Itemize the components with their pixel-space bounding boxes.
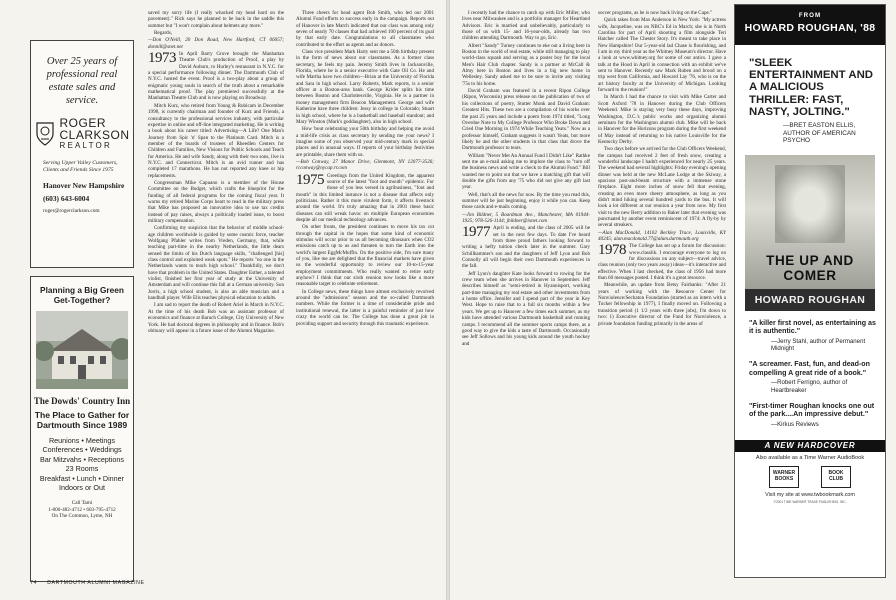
book-main-quote: "SLEEK ENTERTAINMENT AND A MALICIOUS THRILLER: FAST, NASTY, JOLTING." xyxy=(749,57,874,118)
realestate-ad[interactable] xyxy=(30,40,134,268)
ad-phone: (603) 643-6004 xyxy=(43,194,90,203)
paragraph: Regards, xyxy=(154,30,172,37)
paragraph: I am sad to report the death of Robert Ariel in March in N.Y.C. At the time of his death Bob was an assistant professor of economics and finance at Baruch College, City University of New York. He had doctoral degrees in philosophy and in finance. Bob's obituary will appear in a future issue of the Alumni Magazine. xyxy=(148,302,284,334)
review-quote: "A killer first novel, as entertaining as it is authentic." xyxy=(749,318,876,336)
text-column-4 xyxy=(598,10,726,588)
ad-serving: Serving Upper Valley Customers, Clients and Friends Since 1975 xyxy=(43,160,118,173)
paragraph: Jeff Lyon's daughter Kate looks forward to rowing for the crew team when she arrives in Hanover in September. Jeff describes himself as "semi-retired in Hyannisport, working part-time managing my real estate and other investments from a home office. Jennifer and I spend part of the year in Key West. Hope to raise that to a full six months within a few years. We get up to Hanover a few times each summer, as my kids have attended various Dartmouth basketball and running camps. I recommend all the summer sports camps there, as a good way to give the kids a taste of Dartmouth. Occasionally see Jeff Sollows and his young kids around the youth hockey and xyxy=(462,270,590,347)
inn-event: Conferences • Weddings xyxy=(42,445,122,455)
inn-event: 23 Rooms xyxy=(65,464,99,474)
book-main-attribution: —BRET EASTON ELLIS, AUTHOR OF AMERICAN PSYCHO xyxy=(783,122,856,145)
logo-line1: ROGER xyxy=(59,116,106,130)
paragraph: Meanwhile, an update from Betsy Fairbanks: "After 21 years of working with the Resource Center for Nonviolence/Sechaton Foundation (started as an intern with a Tucker fellowship in 1977), I finally moved on. Following a transition period (1 1/2 years with three jobs), I'm down to two: 1) Executive director of the Fund for Nonviolence, a private foundation funding primarily in the areas of xyxy=(598,282,726,327)
inn-question: Planning a Big Green Get-Together? xyxy=(40,285,124,305)
text-column-2 xyxy=(296,10,434,578)
realtor-logo xyxy=(31,117,133,150)
paragraph: Mitch Kurz, who retired from Young & Rubicam in December 1998, is currently chairman and founder of Kurz and Friends, a consultancy to the professional services industry, with particular expertise in online and off-line integrated marketing. He is writing a book about his career titled: Advertising—A Life? One Man's Journey from Spic 'n' Span to the Platinum Card. Mitch is a member of the boards of trustees of Rheedlen Centers for Children and Families, New Visions for Public Schools and Teach for America. He and wife Sandy, along with their two sons, live in N.Y.C. and Connecticut. Mitch is an avid runner and has completed 17 marathons. He has not reported any knee or hip replacements. xyxy=(148,102,284,179)
paragraph: Three cheers for head agent Bob Smith, who led our 2001 Alumni Fund efforts to success early in the campaign. Reports out of Hanover in late March indicated that our class was among only seven of nearly 70 classes that had achieved 100 percent of its goal by that early date. Congratulations to all classmates who contributed to the effort as agents and as donors. xyxy=(296,10,434,48)
paragraph: saved my sorry life (I really whacked my head hard on the pavement)." Rick says he planned to be back in the saddle this summer but "I won't complain about helmets any more." xyxy=(148,10,284,29)
paragraph: Albert "Sandy" Turney continues to eke out a living here in Boston in the world of real estate, while still managing to play world-class squash and serving as a poster boy for the local Men's Hair Club chapter. Sandy is a partner at McCall & Almy here in Boston and lives in a big new home in Wellesley. Sandy asked me to be sure to invite any visiting '75s to his home. xyxy=(462,42,590,87)
inn-contact-name: Call Tami xyxy=(71,500,93,507)
ad-tagline: Over 25 years of professional real estate sales and service. xyxy=(46,56,118,106)
logo-line2: CLARKSON xyxy=(59,128,130,142)
paragraph: I recently had the chance to catch up with Eric Miller, who lives near Milwaukee and is a portfolio manager for Heartland Advisors. Eric is married and unbelievably, particularly to those of us with 15- and 16-year-olds, already has two children attending Dartmouth. Way to go, Eric. xyxy=(462,10,590,42)
book-from-label: FROM xyxy=(798,12,822,19)
signature: —Alan MacDonald, 14102 Beckley Trace, Louisville, KY 40245; alan.macdonald.77@alum.dartmouth.org xyxy=(598,229,726,243)
paragraph: Greetings from the United Kingdom, the apparent source of the latest "foot and mouth" epidemic. For those of you less versed in agribusiness, "foot and mouth" in this limited instance is not a disease that affects only politicians. Rather it this more virulent form, it affects livestock around the world. It's truly amazing that in 2001 these basic diseases can still wreak havoc on multiple European economies despite all our medical technology advances. xyxy=(296,172,434,223)
ad-location: Hanover New Hampshire xyxy=(43,181,125,190)
inn-contact-phones: 1-800-482-4712 • 603-795-4712 xyxy=(48,506,116,513)
book-ad[interactable] xyxy=(734,4,886,578)
inn-event: Bar Mitzvahs • Receptions xyxy=(39,454,124,464)
paragraph: April is ending, and the class of 2005 will be set in the next few days. To date I've heard from three proud fathers looking forward to writing a hefty tuition check later in the summer. Gary Schillhammer's son and the daughters of Jeff Lyon and Bob Connolly all will begin their own Dartmouth experiences in the fall. xyxy=(462,225,590,270)
paragraph: Class vice president Mark Harty sent me a 50th birthday present in the form of news about our classmates. As a former class secretary, he feels my pain. Jeremy Smith lives in Jacksonville, Florida, where he is a senior executive with Gate Oil Co. He and wife Martha have two children—Brian at the University of Florida and Sara in high school. Larry Roberts, Mark reports, is a senior officer at a Boston-area bank. George Krider splits his time between Boston and Charlottesville, Virginia. He is a partner in money management firm Beacon Management. George and wife Katherine have three children: Jessy in college in Colorado; Stuart in high school, where he is a basketball and baseball standout; and Mary Winston (Mark's goddaughter), also in high school. xyxy=(296,49,434,125)
inn-ad[interactable] xyxy=(30,276,134,582)
paragraph: William "Never Met An Annual Fund I Didn't Like" Rathke sent me an e-mail asking me to implore the class to "turn off the business news and write a check to the Alumni Fund." Bill wanted me to point out that we have a matching gift that will double the gifts from any '75 who did not give any gift last year. xyxy=(462,152,590,191)
inn-contact xyxy=(31,500,133,519)
inn-place: The Place to Gather for Dartmouth Since 1989 xyxy=(34,410,130,430)
signature: —Jim Bildner, 5 Boardman Ave., Manchester, MA 01944-1925; 978-526-1144; jbildner@ixnet.com xyxy=(462,211,590,224)
paragraph: In March I had the chance to visit with Mike Carter and Scott Axford '78 in Hanover during the Club Officers Weekend. Mike is staying very busy these days, improving Washington, D.C.'s public works and organizing alumni seminars for the Washington alumni club. Mike will be back in Hanover for the Horizons program during the first weekend of May instead of returning to his native Louisville for the Kentucky Derby. xyxy=(598,94,726,145)
paragraph: Two days before we arrived for the Club Officers Weekend, the campus had received 2 feet of fresh snow, creating a wonderful landscape I hadn't experienced for nearly 25 years. The weekend had several highlights: Friday evening's opening dinner was held at the new McLane Lodge at the Skiway, a spacious post-and-beam structure with a immense stone fireplace. Eight more inches of snow fell that evening, creating an even more cheery atmosphere, as long as you didn't mind hiking several hundred yards to the bus. It will look a lot different at our reunion a year from now. My first visit to the new Berry addition to Baker later that evening was punctuated by another event reminiscent of 1974: A fly-by by several streakers. xyxy=(598,146,726,229)
page-number: 74 xyxy=(30,580,37,586)
paragraph: How 'bout celebrating your 50th birthday and helping me avoid a mid-life crisis as class secretary by sending me your news? I imagine some of you observed your mid-century mark in special places and in unusual ways. If reports of your birthday festivities are printable, share them with us. xyxy=(296,126,434,158)
review-attribution: —Kirkus Reviews xyxy=(771,420,819,428)
inn-contact-address: On The Common, Lyme, NH xyxy=(51,513,113,520)
class-year-heading: 1973 xyxy=(148,50,176,67)
paragraph: Quick takes from Max Anderson in New York: "My actress wife, Jacqueline, was on NBC's Ed in March; she is in North Carolina for part of April shooting a film alongside Teri Hatcher called The Chester Story. It's meant to take place in New Hampshire! Our 5-year-old lad Chase is flourishing, and I am in my third year as the Whitney Museum's director. Have a look at www.whitney.org for some of our antics. I gave a talk at the Hood in April in connection with an exhibit we've sent to Hanover. Recently saw Mark Ruben and brood on a trip west from California, and Howard Lay '76, who is on the art history faculty at the University of Michigan. Looking forward to the reunion!" xyxy=(598,17,726,94)
class-year-heading: 1977 xyxy=(462,224,490,241)
signature: —Bob Conway, 27 Manor Drive, Glenmont, NY 12077-3526; rcconway@nycap.rr.com xyxy=(296,158,434,172)
paragraph: Congressman Mike Capuano is a member of the House Committee on the Budget, which crafts the blueprint for the funding of all federal programs for the coming fiscal year. It warns my retired Marine Corps heart to read in the military press that Mike has proposed an innovative idea to use tax credits instead of pay raises, always a politically loaded issue, to boost military compensation. xyxy=(148,179,284,224)
book-club-logo: BOOK CLUB xyxy=(821,466,851,488)
magazine-title: DARTMOUTH ALUMNI MAGAZINE xyxy=(47,580,145,586)
inn-event: Indoors or Out xyxy=(59,483,105,493)
copyright-fineprint: ©2001 TIME WARNER TRADE PUBLISHING, INC. xyxy=(773,500,847,505)
review-quote: "First-timer Roughan knocks one out of the park....An impressive debut." xyxy=(749,402,875,419)
inn-event: Breakfast • Lunch • Dinner xyxy=(39,473,125,483)
new-hardcover-banner: A NEW HARDCOVER xyxy=(735,440,885,452)
crest-icon xyxy=(34,121,56,147)
inn-event: Reunions • Meetings xyxy=(48,436,116,445)
inn-photo xyxy=(36,311,128,389)
inn-events xyxy=(31,436,133,492)
cover-illustration xyxy=(775,165,845,243)
text-column-1 xyxy=(148,10,284,578)
page-folio xyxy=(30,580,145,586)
review-attribution: —Robert Ferrigno, author of Heartbreaker xyxy=(771,379,848,394)
publisher-logos xyxy=(735,466,885,488)
class-year-heading: 1975 xyxy=(296,171,324,188)
ad-email[interactable]: roger@rogerclarkson.com xyxy=(43,208,100,214)
book-cover-title: THE UP AND COMER xyxy=(766,252,854,283)
class-year-heading: 1978 xyxy=(598,242,626,259)
paragraph: The College has set up a forum for discussion: www.classlik. I encourage everyone to log on for discussions on any subject—travel advice, class reunion (only two years away) ideas—it's interactive and effective. When I last checked, the class of 1956 had more than 60 messages posted. I think it's a great resource. xyxy=(598,243,726,282)
right-page xyxy=(450,0,896,600)
book-ad-header xyxy=(735,5,885,45)
warner-books-logo: WARNER BOOKS xyxy=(769,466,799,488)
paragraph: In April Barry Grove brought the Manhattan Theatre Club's production of Proof, a play by David Auburn, to Hurley's restaurant in N.Y.C. for a special performance following dinner. The Dartmouth Club of N.Y.C. hosted the event. Proof is a two-play about a group of enigmatic young souls in search of the truth about a remarkable mathematical proof. The play premiered successfully at the Manhattan Theatre Club and is now playing on Broadway. xyxy=(148,51,284,102)
left-page xyxy=(0,0,446,600)
review-attribution: —Jerry Stahl, author of Permanent Midnight xyxy=(771,337,866,353)
book-website[interactable]: Visit my site at www.twbookmark.com xyxy=(765,492,855,499)
inn-name: The Dowds' Country Inn xyxy=(33,396,131,406)
text-column-3 xyxy=(462,10,590,588)
book-cover-author: HOWARD ROUGHAN xyxy=(745,289,875,311)
review-quote: "A screamer. Fast, fun, and dead-on compelling A great ride of a book." xyxy=(749,360,870,377)
book-cover[interactable] xyxy=(745,155,875,311)
book-author-header: HOWARD ROUGHAN, '88 xyxy=(744,22,876,34)
paragraph: Well, that's all the news for now. By the time you read this, summer will be just beginning, enjoy it while you can. Keep those cards and e-mails coming. xyxy=(462,191,590,211)
logo-line3: REALTOR xyxy=(59,141,112,150)
paragraph: soccer programs, as he is now back living on the Cape." xyxy=(598,10,713,16)
paragraph: In College news, these things have almost exclusively revolved around the "admissions" season and the so-called Dartmouth numbers. While the former is a time of considerable pride and institutional renewal, the latter is a painful reminder of just how crazy the world can be. The College has done a great job in providing support and security through this traumatic experience. xyxy=(296,288,434,327)
paragraph: David Graham was featured in a recent Ripon College (Ripon, Wisconsin) press release on the publication of two of his collections of poetry, Stutter Monk and David Graham: Greatest Hits. These two are a compilation of his works over the past 25 years and include a poem from 1974 titled, "Long Overdue Note to My College Professor Who Broke Down and Cried One Morning in 1974 While Teaching Yeats." Now as a professor himself, Graham suggests it wasn't Yeats, but more likely he and the other students in that class that drove the Dartmouth professor to tears. xyxy=(462,88,590,152)
paragraph: On other fronts, the president continues to move his tax cut through the capital in the hopes that some kind of economic stimulus will occur prior to us all becoming dinosaurs when CO2 emissions catch up to us and threaten to turn the Earth into the world's largest EggMcMuffin. On the positive side, I'm sure many of you, like me are delighted that the financial markets have given us the wonderful opportunity to review our 10-to-15-year employment commitments. Who really wanted to retire early anyhow? I think that our sixth reunion now looks like a more reasonable target to celebrate retirement. xyxy=(296,224,434,288)
signature: —Don O'Neill, 20 Don Road, New Hartford, CT 06057; donnill@snet.net xyxy=(148,37,284,50)
paragraph: Confirming my suspicion that the behavior of middle school-age children worldwide is guided by some cosmic force, teacher Wolfgang Pfahler writes from Vreden, Germany, that, while teaching part-time in the nearby Netherlands, the little dears sensed the limits of his Dutch language skills, "challenged [his] class control and exploited weak spots." He reports "no one in the Netherlands wants to teach high school." Thankfully, we don't have that problem in the United States. Daughter Esther, a talented violist, finished her first year of study at the University of Amsterdam and will continue this fall at a German university. Son Jorris, a high school student, is also an able musician and a handball player. Wife Elis teaches physical education to adults. xyxy=(148,225,284,302)
audiobook-note: Also available as a Time Warner AudioBook xyxy=(755,455,865,462)
